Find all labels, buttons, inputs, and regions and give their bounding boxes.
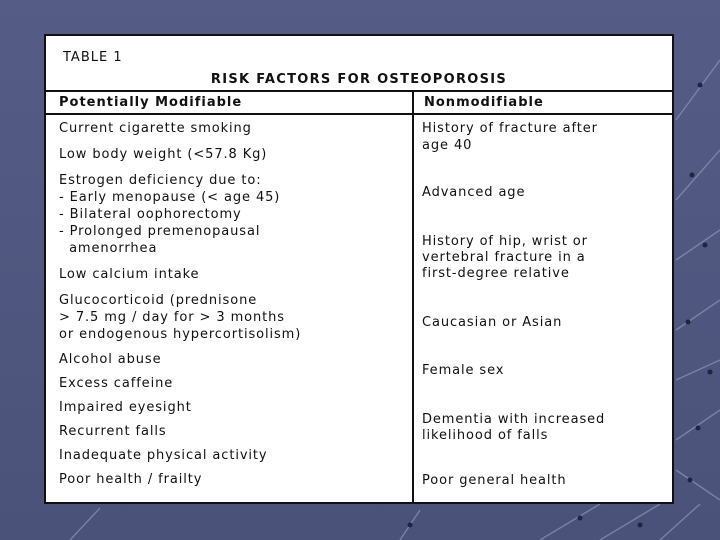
- nonmodifiable-item: Dementia with increased: [422, 412, 606, 427]
- modifiable-item: Poor health / frailty: [59, 472, 203, 487]
- modifiable-item: Impaired eyesight: [59, 400, 192, 415]
- modifiable-item: Recurrent falls: [59, 424, 167, 439]
- modifiable-item: Alcohol abuse: [59, 352, 162, 367]
- modifiable-item: Current cigarette smoking: [59, 121, 252, 136]
- risk-factors-table: [44, 34, 674, 504]
- nonmodifiable-item: vertebral fracture in a: [422, 250, 586, 265]
- nonmodifiable-item: first-degree relative: [422, 266, 570, 281]
- nonmodifiable-item: Poor general health: [422, 473, 567, 488]
- nonmodifiable-item: Caucasian or Asian: [422, 315, 563, 330]
- modifiable-item: or endogenous hypercortisolism): [59, 327, 302, 342]
- modifiable-item: Low calcium intake: [59, 267, 200, 282]
- header-bottom-rule: [46, 113, 672, 115]
- modifiable-item: amenorrhea: [59, 241, 158, 256]
- nonmodifiable-item: likelihood of falls: [422, 428, 549, 443]
- modifiable-item: - Bilateral oophorectomy: [59, 207, 242, 222]
- nonmodifiable-item: Female sex: [422, 363, 505, 378]
- modifiable-item: - Prolonged premenopausal: [59, 224, 261, 239]
- table-title: RISK FACTORS FOR OSTEOPOROSIS: [210, 72, 508, 87]
- modifiable-item: Inadequate physical activity: [59, 448, 268, 463]
- nonmodifiable-item: Advanced age: [422, 185, 526, 200]
- header-top-rule: [46, 90, 672, 92]
- modifiable-item: > 7.5 mg / day for > 3 months: [59, 310, 285, 325]
- nonmodifiable-item: age 40: [422, 138, 473, 153]
- modifiable-item: Estrogen deficiency due to:: [59, 173, 262, 188]
- modifiable-item: Excess caffeine: [59, 376, 174, 391]
- modifiable-item: Low body weight (<57.8 Kg): [59, 147, 268, 162]
- modifiable-item: - Early menopause (< age 45): [59, 190, 281, 205]
- header-modifiable: Potentially Modifiable: [59, 95, 243, 110]
- nonmodifiable-item: History of fracture after: [422, 121, 598, 136]
- nonmodifiable-item: History of hip, wrist or: [422, 234, 588, 249]
- modifiable-item: Glucocorticoid (prednisone: [59, 293, 258, 308]
- column-divider: [412, 91, 414, 502]
- header-nonmodifiable: Nonmodifiable: [424, 95, 544, 110]
- table-label: TABLE 1: [63, 50, 123, 65]
